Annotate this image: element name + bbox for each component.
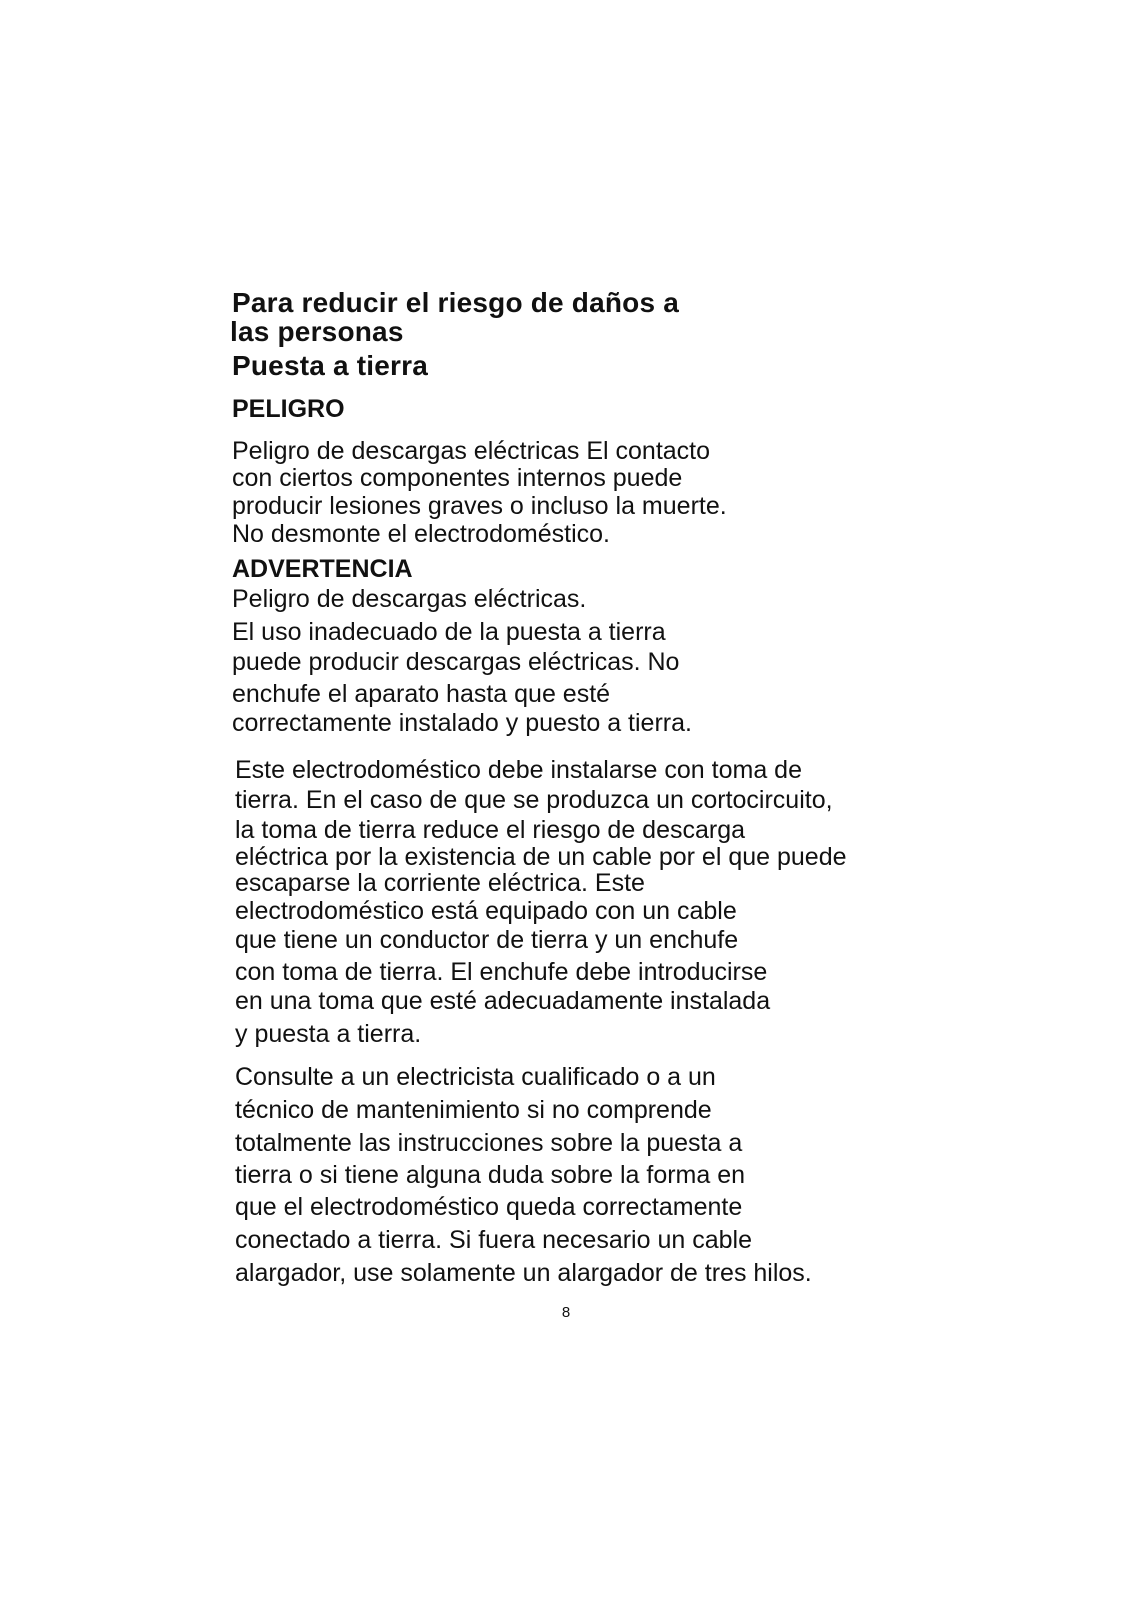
page-title-line-2: las personas — [230, 316, 404, 347]
warning-text-line: Peligro de descargas eléctricas. — [232, 585, 587, 613]
consult-text-line: conectado a tierra. Si fuera necesario un cable — [235, 1226, 752, 1254]
grounding-text-line: electrodoméstico está equipado con un cable — [235, 897, 737, 925]
grounding-text-line: que tiene un conductor de tierra y un enchufe — [235, 926, 739, 954]
consult-text-line: tierra o si tiene alguna duda sobre la forma en — [235, 1161, 746, 1189]
grounding-text-line: la toma de tierra reduce el riesgo de descarga — [235, 816, 746, 844]
danger-text-line: producir lesiones graves o incluso la muerte. — [232, 492, 727, 520]
grounding-text-line: escaparse la corriente eléctrica. Este — [235, 869, 645, 897]
consult-text-line: que el electrodoméstico queda correctamente — [235, 1193, 743, 1221]
grounding-text-line: con toma de tierra. El enchufe debe introducirse — [235, 958, 768, 986]
danger-label: PELIGRO — [232, 395, 345, 423]
warning-text-line: puede producir descargas eléctricas. No — [232, 648, 680, 676]
warning-label: ADVERTENCIA — [232, 555, 413, 583]
consult-text-line: técnico de mantenimiento si no comprende — [235, 1096, 712, 1124]
danger-text-line: No desmonte el electrodoméstico. — [232, 520, 610, 548]
danger-text-line: Peligro de descargas eléctricas El contacto — [232, 437, 711, 465]
grounding-text-line: Este electrodoméstico debe instalarse con toma de — [235, 756, 802, 784]
grounding-text-line: tierra. En el caso de que se produzca un cortocircuito, — [235, 786, 833, 814]
danger-text-line: con ciertos componentes internos puede — [232, 464, 683, 492]
page-title-line-1: Para reducir el riesgo de daños a — [232, 287, 679, 318]
page-number: 8 — [561, 1304, 571, 1321]
warning-text-line: correctamente instalado y puesto a tierra. — [232, 709, 692, 737]
section-subtitle: Puesta a tierra — [232, 350, 428, 381]
warning-text-line: enchufe el aparato hasta que esté — [232, 680, 611, 708]
consult-text-line: totalmente las instrucciones sobre la puesta a — [235, 1129, 743, 1157]
grounding-text-line: eléctrica por la existencia de un cable por el que puede — [235, 843, 847, 871]
warning-text-line: El uso inadecuado de la puesta a tierra — [232, 618, 666, 646]
consult-text-line: Consulte a un electricista cualificado o a un — [235, 1063, 716, 1091]
consult-text-line: alargador, use solamente un alargador de tres hilos. — [235, 1259, 812, 1287]
grounding-text-line: y puesta a tierra. — [235, 1020, 422, 1048]
grounding-text-line: en una toma que esté adecuadamente instalada — [235, 987, 771, 1015]
